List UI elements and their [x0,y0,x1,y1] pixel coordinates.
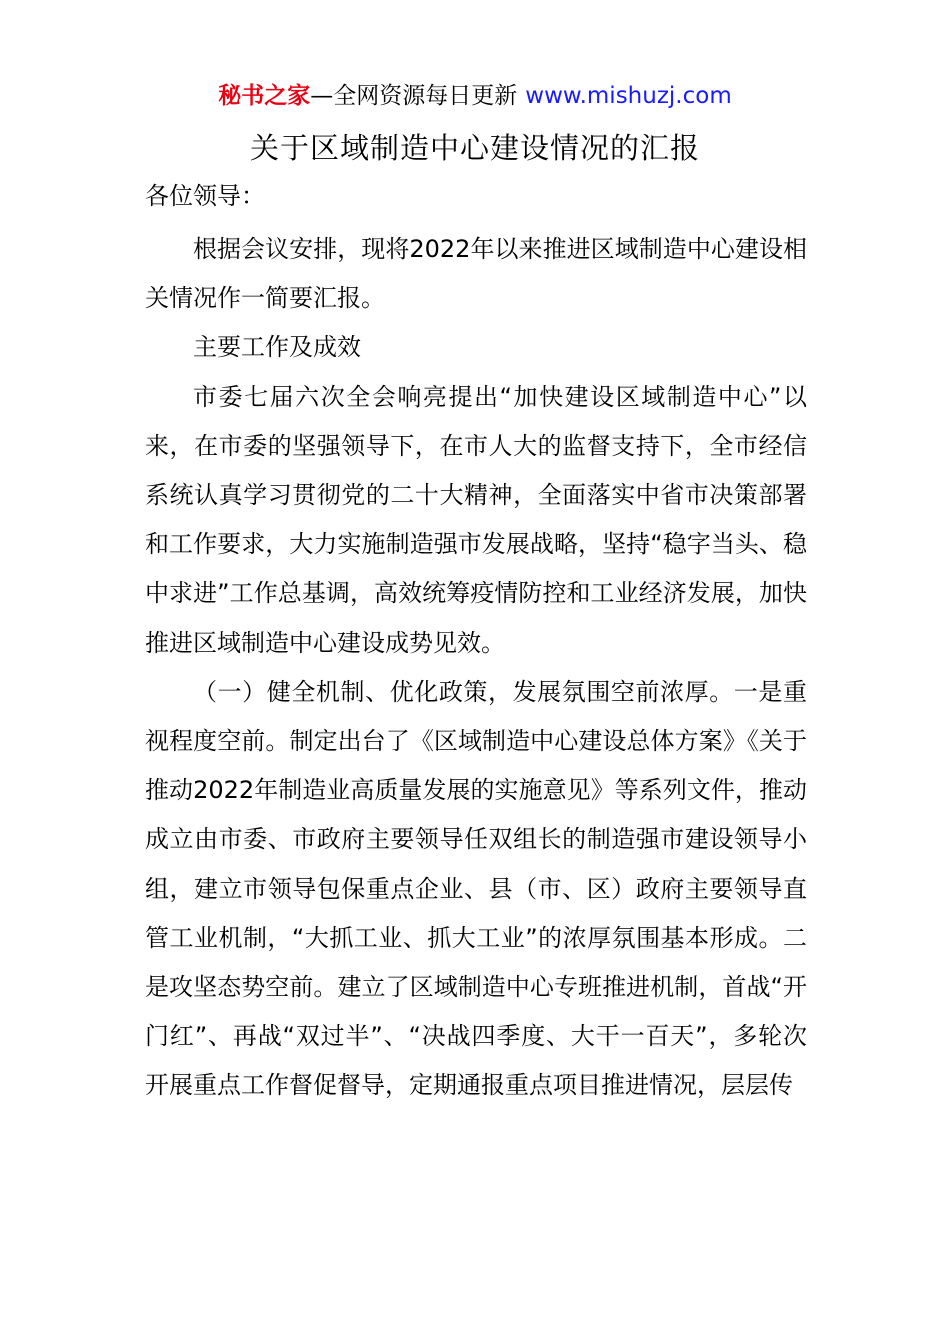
site-url-link[interactable]: www.mishuzj.com [525,83,732,109]
section-heading: 主要工作及成效 [193,333,361,362]
salutation: 各位领导： [145,182,265,210]
document-body [145,225,807,1111]
paragraph-section-one: （一）健全机制、优化政策，发展氛围空前浓厚。一是重视程度空前。制定出台了《区域制造中心建设总体方案》《关于推动2022年制造业高质量发展的实施意见》等系列文件，推动成立由市委、市政府主要领导任双组长的制造强市建设领导小组，建立市领导包保重点企业、县（市、区）政府主要领导直管工业机制，“大抓工业、抓大工业”的浓厚氛围基本形成。二是攻坚态势空前。建立了区域制造中心专班推进机制，首战“开门红”、再战“双过半”、“决战四季度、大干一百天”，多轮次开展重点工作督促督导，定期通报重点项目推进情况，层层传 [145,677,807,1100]
paragraph-overview: 市委七届六次全会响亮提出“加快建设区域制造中心”以来，在市委的坚强领导下，在市人大的监督支持下，全市经信系统认真学习贯彻党的二十大精神，全面落实中省市决策部署和工作要求，大力实施制造强市发展战略，坚持“稳字当头、稳中求进”工作总基调，高效统筹疫情防控和工业经济发展，加快推进区域制造中心建设成势见效。 [145,382,807,657]
paragraph-intro: 根据会议安排，现将2022年以来推进区域制造中心建设相关情况作一简要汇报。 [145,235,807,313]
site-tagline: —全网资源每日更新 [310,83,518,109]
site-header [0,80,950,112]
document-title: 关于区域制造中心建设情况的汇报 [249,131,700,165]
site-brand: 秘书之家 [218,83,311,109]
